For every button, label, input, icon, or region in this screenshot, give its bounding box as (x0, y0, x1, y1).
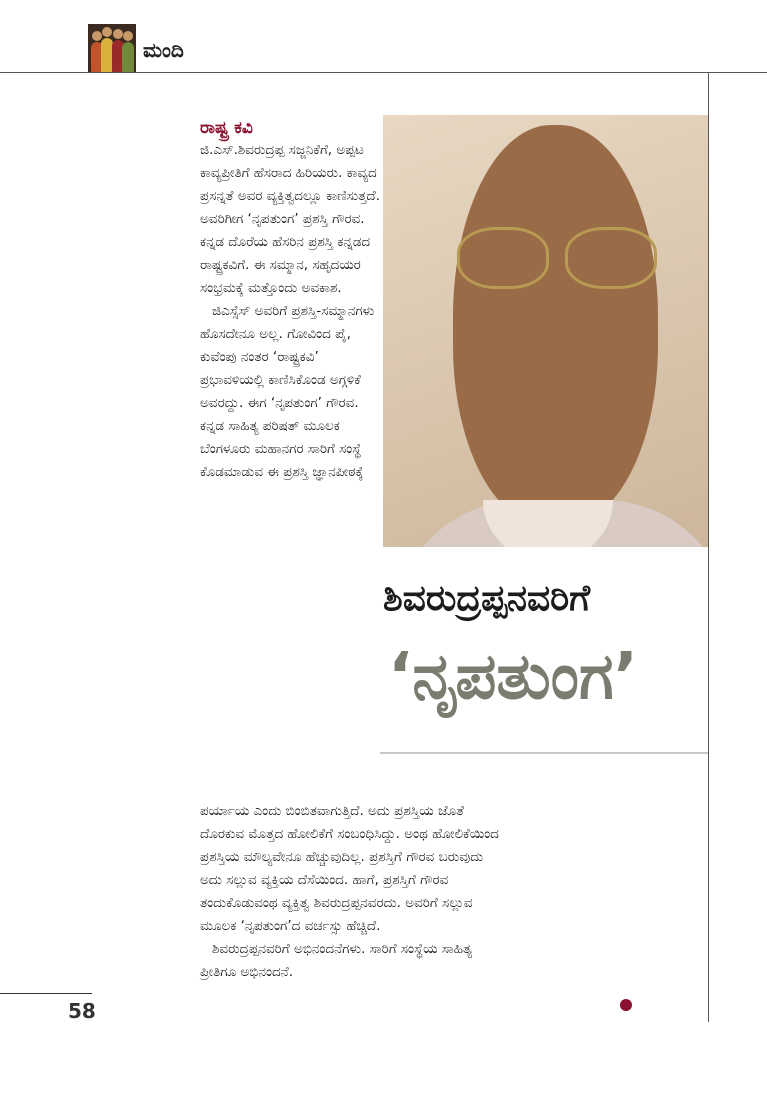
glasses-icon (453, 227, 658, 287)
section-title: ಮಂದಿ (143, 38, 184, 62)
body-line: ಮೂಲಕ ‘ನೃಪತುಂಗ’ದ ವರ್ಚಸ್ಸು ಹೆಚ್ಚಿದೆ. (200, 918, 381, 934)
headline-rule (380, 752, 708, 754)
end-mark-icon (620, 999, 632, 1011)
headline-line-2: ‘ನೃಪತುಂಗ’ (388, 640, 638, 714)
page-number: 58 (68, 999, 96, 1023)
headline-line-1: ಶಿವರುದ್ರಪ್ಪನವರಿಗೆ (383, 578, 591, 619)
portrait-photo (383, 115, 708, 547)
photo-face (453, 125, 658, 525)
body-line: ಅದು ಸಲ್ಲುವ ವ್ಯಕ್ತಿಯ ದೆಸೆಯಿಂದ. ಹಾಗೆ, ಪ್ರಶಸ್ತಿಗೆ ಗೌರವ (200, 872, 449, 888)
article-column (200, 117, 380, 484)
section-logo (88, 24, 136, 72)
photo-collar (483, 500, 613, 547)
header-rule (0, 72, 767, 73)
column-paragraph-1: ಜಿ.ಎಸ್.ಶಿವರುದ್ರಪ್ಪ ಸಜ್ಜನಿಕೆಗೆ, ಅಪ್ಪಟ ಕಾವ್ಯಪ್ರೀತಿಗೆ ಹೆಸರಾದ ಹಿರಿಯರು. ಕಾವ್ಯದ ಪ್ರಸನ್ನತೆ ಅವರ ವ್ಯಕ್ತಿತ್ವದಲ್ಲೂ ಕಾಣಿಸುತ್ತದೆ. ಅವರಿಗೀಗ ‘ನೃಪತುಂಗ’ ಪ್ರಶಸ್ತಿ ಗೌರವ. ಕನ್ನಡ ದೊರೆಯ ಹೆಸರಿನ ಪ್ರಶಸ್ತಿ ಕನ್ನಡದ ರಾಷ್ಟ್ರಕವಿಗೆ. ಈ ಸಮ್ಮಾನ, ಸಹೃದಯರ ಸಂಭ್ರಮಕ್ಕೆ ಮತ್ತೊಂದು ಅವಕಾಶ. (200, 142, 380, 296)
body-line: ಶಿವರುದ್ರಪ್ಪನವರಿಗೆ ಅಭಿನಂದನೆಗಳು. ಸಾರಿಗೆ ಸಂಸ್ಥೆಯ ಸಾಹಿತ್ಯ (212, 941, 473, 957)
body-line: ಪರ್ಯಾಯ ಎಂದು ಬಿಂಬಿತವಾಗುತ್ತಿದೆ. ಅದು ಪ್ರಶಸ್ತಿಯ ಜೊತೆ (200, 803, 464, 819)
body-line: ಪ್ರೀತಿಗೂ ಅಭಿನಂದನೆ. (200, 964, 294, 980)
folio-rule (0, 993, 92, 994)
right-margin-rule (708, 72, 709, 1022)
body-line: ತಂದುಕೊಡುವಂಥ ವ್ಯಕ್ತಿತ್ವ ಶಿವರುದ್ರಪ್ಪನವರದು. ಅವರಿಗೆ ಸಲ್ಲುವ (200, 895, 473, 911)
logo-figure-4 (122, 42, 134, 72)
column-paragraph-2: ಜಿಎಸ್ಸೆಸ್ ಅವರಿಗೆ ಪ್ರಶಸ್ತಿ-ಸಮ್ಮಾನಗಳು ಹೊಸದೇನೂ ಅಲ್ಲ. ಗೋವಿಂದ ಪೈ, ಕುವೆಂಪು ನಂತರ ‘ರಾಷ್ಟ್ರಕವಿ’ ಪ್ರಭಾವಳಿಯಲ್ಲಿ ಕಾಣಿಸಿಕೊಂಡ ಅಗ್ಗಳಿಕೆ ಅವರದ್ದು. ಈಗ ‘ನೃಪತುಂಗ’ ಗೌರವ. ಕನ್ನಡ ಸಾಹಿತ್ಯ ಪರಿಷತ್ ಮೂಲಕ ಬೆಂಗಳೂರು ಮಹಾನಗರ ಸಾರಿಗೆ ಸಂಸ್ಥೆ ಕೊಡಮಾಡುವ ಈ ಪ್ರಶಸ್ತಿ ಜ್ಞಾನಪೀಠಕ್ಕೆ (200, 303, 375, 480)
body-line: ದೊರಕುವ ಮೊತ್ತದ ಹೋಲಿಕೆಗೆ ಸಂಬಂಧಿಸಿದ್ದು. ಅಂಥ ಹೋಲಿಕೆಯಿಂದ (200, 826, 499, 842)
body-line: ಪ್ರಶಸ್ತಿಯ ಮೌಲ್ಯವೇನೂ ಹೆಚ್ಚುವುದಿಲ್ಲ. ಪ್ರಶಸ್ತಿಗೆ ಗೌರವ ಬರುವುದು (200, 849, 484, 865)
article-body-wide (200, 800, 620, 984)
article-kicker: ರಾಷ್ಟ್ರ ಕವಿ (200, 118, 253, 138)
